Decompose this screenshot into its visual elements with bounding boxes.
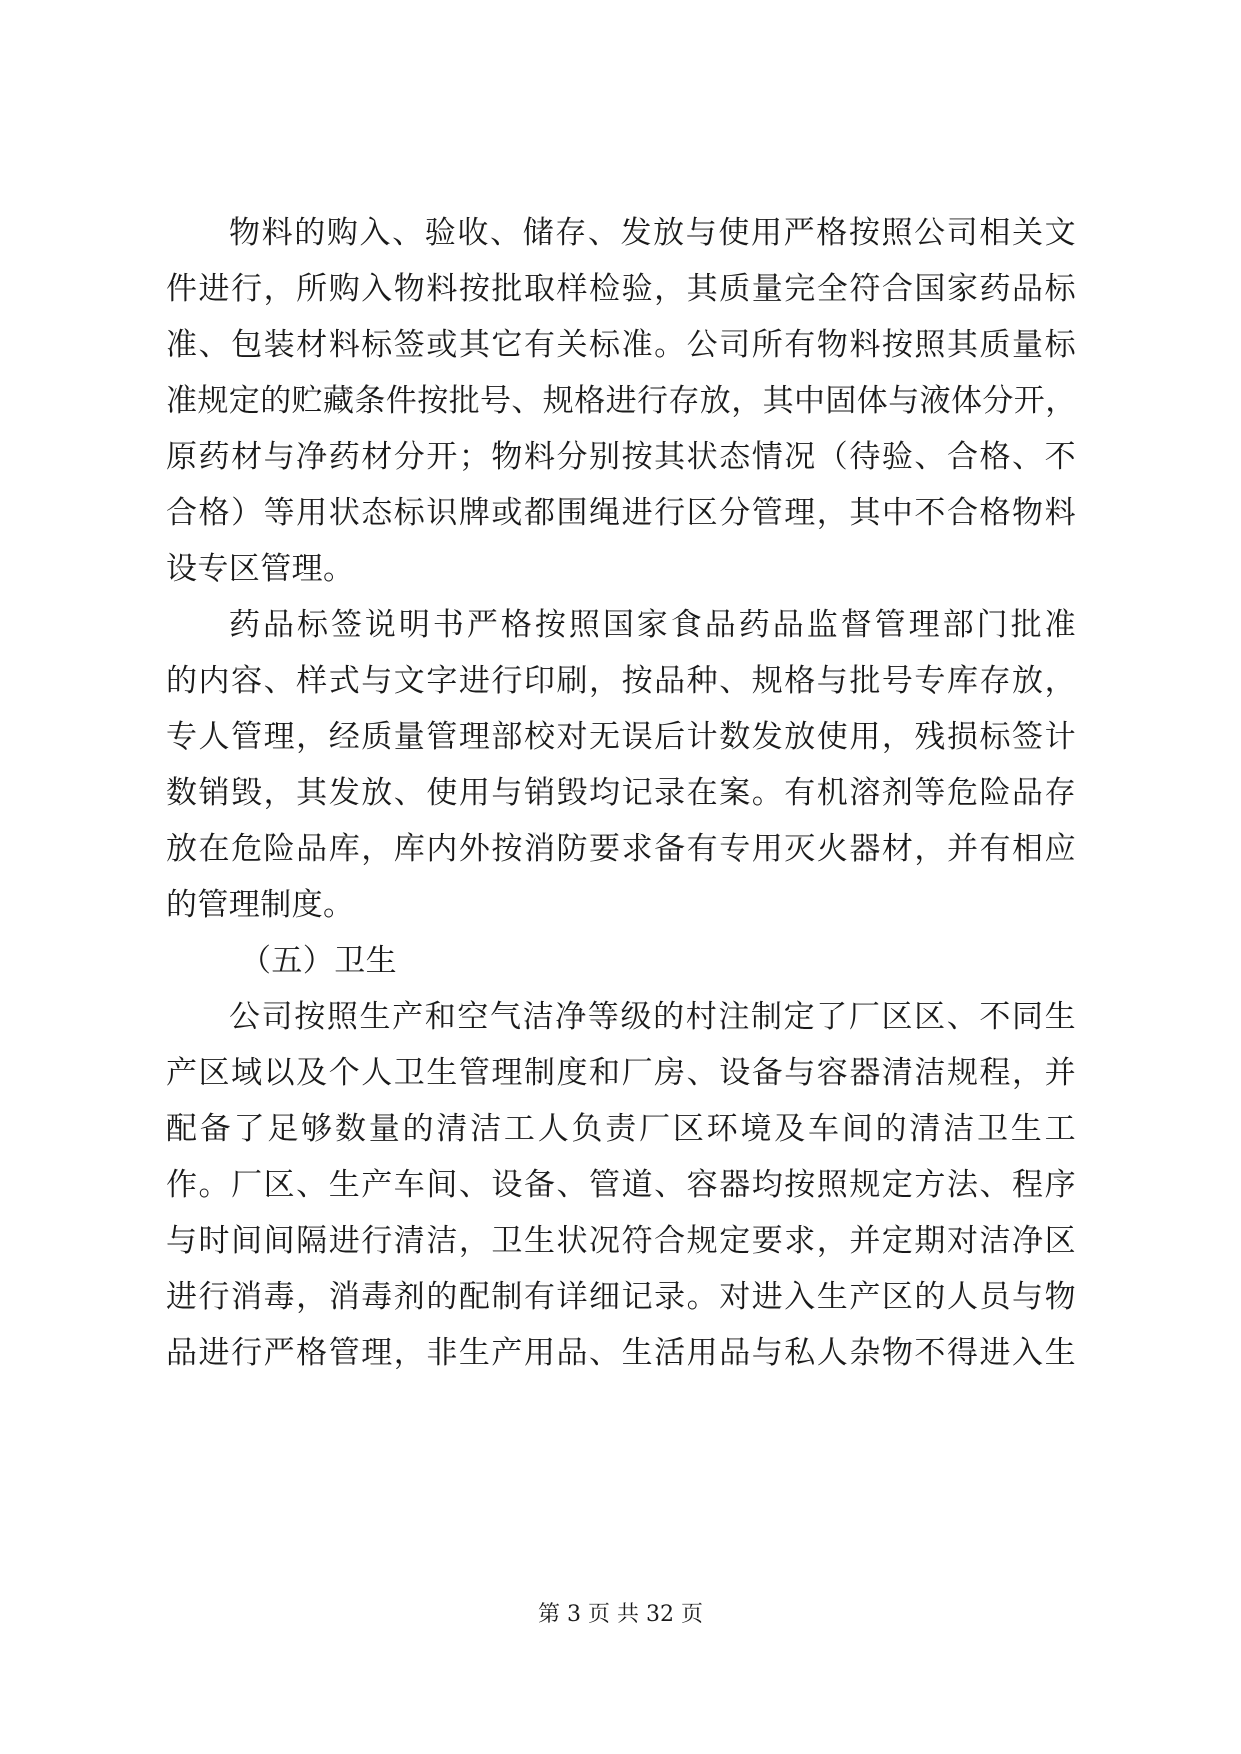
- paragraph-2-line-6: 的管理制度。: [166, 887, 355, 923]
- paragraph-1-line-5: 原药材与净药材分开；物料分别按其状态情况（待验、合格、不: [166, 439, 1076, 475]
- paragraph-3-line-5: 与时间间隔进行清洁，卫生状况符合规定要求，并定期对洁净区: [166, 1223, 1076, 1259]
- paragraph-3-line-3: 配备了足够数量的清洁工人负责厂区环境及车间的清洁卫生工: [166, 1111, 1076, 1147]
- paragraph-3-line-7: 品进行严格管理，非生产用品、生活用品与私人杂物不得进入生: [166, 1335, 1076, 1371]
- paragraph-1-line-3: 准、包装材料标签或其它有关标准。公司所有物料按照其质量标: [166, 327, 1076, 363]
- paragraph-3-line-4: 作。厂区、生产车间、设备、管道、容器均按照规定方法、程序: [166, 1167, 1076, 1203]
- page-number-footer: 第 3 页 共 32 页: [538, 1602, 703, 1627]
- paragraph-2-line-2: 的内容、样式与文字进行印刷，按品种、规格与批号专库存放，: [166, 663, 1076, 699]
- paragraph-2-line-5: 放在危险品库，库内外按消防要求备有专用灭火器材，并有相应: [166, 831, 1076, 867]
- paragraph-3-line-6: 进行消毒，消毒剂的配制有详细记录。对进入生产区的人员与物: [166, 1279, 1076, 1315]
- paragraph-1-line-1: 物料的购入、验收、储存、发放与使用严格按照公司相关文: [229, 215, 1076, 251]
- paragraph-2-line-3: 专人管理，经质量管理部校对无误后计数发放使用，残损标签计: [166, 719, 1076, 755]
- paragraph-1-line-2: 件进行，所购入物料按批取样检验，其质量完全符合国家药品标: [166, 271, 1076, 307]
- paragraph-1-line-4: 准规定的贮藏条件按批号、规格进行存放，其中固体与液体分开，: [166, 383, 1077, 419]
- paragraph-2-line-1: 药品标签说明书严格按照国家食品药品监督管理部门批准: [229, 607, 1076, 643]
- section-heading: （五）卫生: [240, 943, 397, 979]
- paragraph-3-line-2: 产区域以及个人卫生管理制度和厂房、设备与容器清洁规程，并: [166, 1055, 1076, 1091]
- paragraph-1-line-6: 合格）等用状态标识牌或都围绳进行区分管理，其中不合格物料: [166, 495, 1076, 531]
- paragraph-2-line-4: 数销毁，其发放、使用与销毁均记录在案。有机溶剂等危险品存: [166, 775, 1076, 811]
- paragraph-3-line-1: 公司按照生产和空气洁净等级的村注制定了厂区区、不同生: [229, 999, 1076, 1035]
- paragraph-1-line-7: 设专区管理。: [166, 551, 355, 587]
